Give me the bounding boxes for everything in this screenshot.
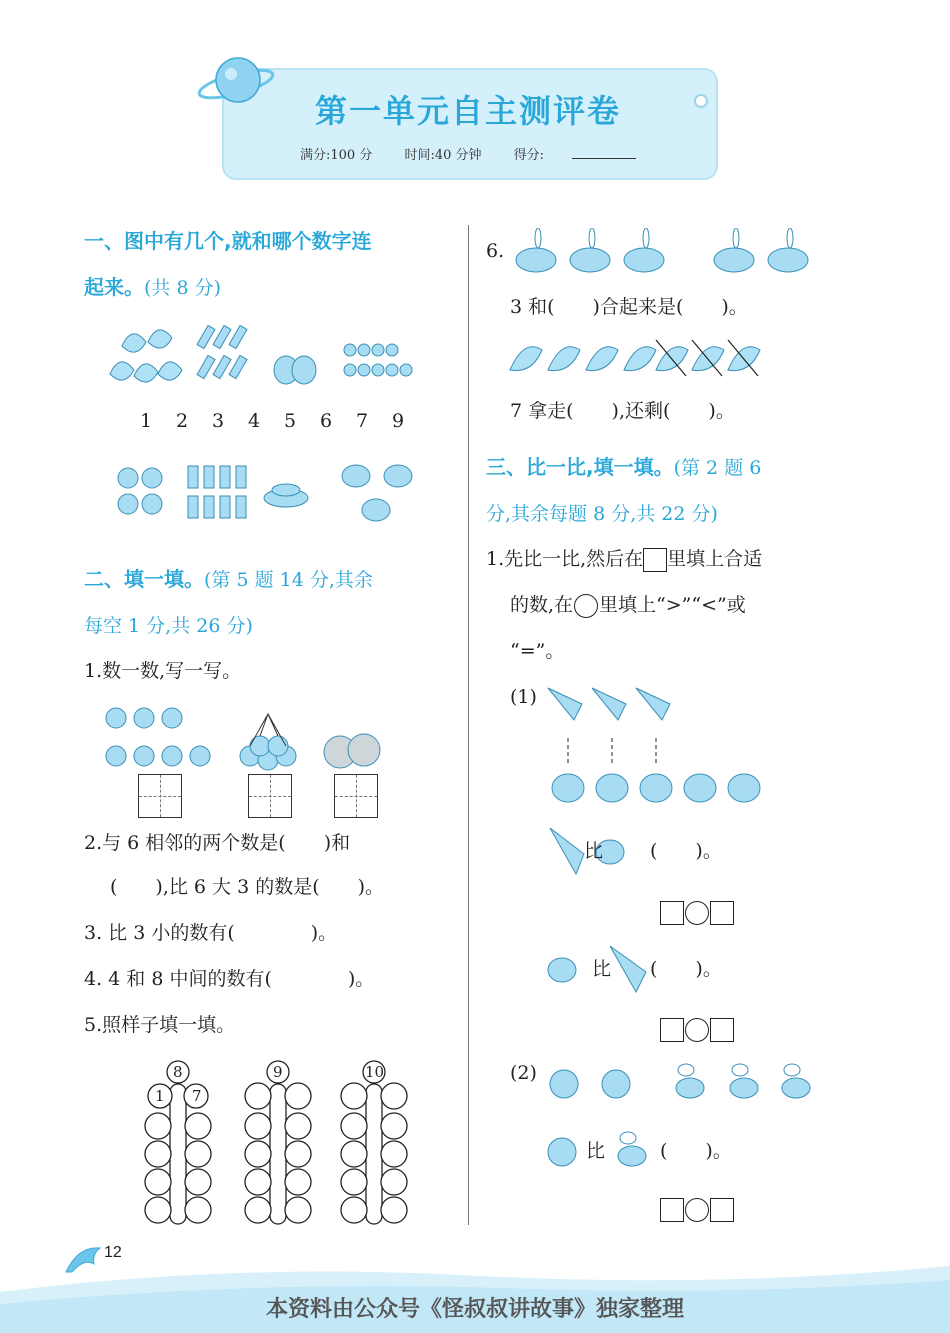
birds-icon bbox=[550, 1070, 630, 1098]
compare-blank-2[interactable]: ( )。 bbox=[660, 1140, 732, 1162]
question-2-2a: 2.与 6 相邻的两个数是( )和 bbox=[84, 832, 351, 854]
compare-label-1a: 比 bbox=[584, 840, 604, 862]
compare-boxes-1b[interactable] bbox=[660, 1014, 734, 1042]
question-6-label: 6. bbox=[486, 240, 505, 262]
compare-boxes-2[interactable] bbox=[660, 1194, 734, 1222]
question-2-5: 5.照样子填一填。 bbox=[84, 1014, 236, 1036]
compare-blank-1a[interactable]: ( )。 bbox=[650, 840, 722, 862]
full-score: 满分:100 分 bbox=[300, 148, 373, 163]
square-symbol bbox=[643, 548, 667, 572]
leaves-icon bbox=[110, 330, 182, 382]
question-3-1c: “=”。 bbox=[510, 640, 565, 662]
swallows-icon bbox=[548, 688, 670, 720]
compare-blank-1b[interactable]: ( )。 bbox=[650, 958, 722, 980]
column-divider bbox=[468, 225, 469, 1225]
footer-source: 本资料由公众号《怪叔叔讲故事》独家整理 bbox=[265, 1297, 684, 1322]
split-top-10: 10 bbox=[365, 1063, 385, 1081]
section1-heading-cont: 起来。(共 8 分) bbox=[84, 275, 221, 299]
cake-icon bbox=[264, 484, 308, 507]
answer-box-oranges[interactable] bbox=[334, 774, 378, 818]
compare-boxes-1a[interactable] bbox=[660, 897, 734, 925]
section3-heading-cont: 分,其余每题 8 分,共 22 分) bbox=[486, 503, 718, 525]
question-2-4: 4. 4 和 8 中间的数有( )。 bbox=[84, 968, 375, 990]
question-2-2b: ( ),比 6 大 3 的数是( )。 bbox=[110, 876, 385, 898]
question-6-line2: 7 拿走( ),还剩( )。 bbox=[510, 400, 735, 422]
section2-heading: 二、填一填。(第 5 题 14 分,其余 bbox=[84, 567, 373, 591]
digit[interactable]: 3 bbox=[212, 410, 225, 432]
digit[interactable]: 2 bbox=[176, 410, 189, 432]
section1-heading: 一、图中有几个,就和哪个数字连 bbox=[84, 229, 372, 253]
strawberries-small-icon bbox=[344, 344, 412, 376]
digit[interactable]: 6 bbox=[320, 410, 333, 432]
candies-icon bbox=[188, 466, 246, 518]
answer-box-strawberries[interactable] bbox=[138, 774, 182, 818]
section1-picture-row-top bbox=[108, 318, 428, 390]
answer-box-cherries[interactable] bbox=[248, 774, 292, 818]
page-title: 第一单元自主测评卷 bbox=[314, 92, 621, 130]
oranges-icon bbox=[324, 734, 380, 768]
digit[interactable]: 5 bbox=[284, 410, 297, 432]
pencils-icon bbox=[197, 325, 247, 378]
cherries-icon bbox=[240, 714, 296, 770]
birds-icon bbox=[552, 774, 760, 802]
birds-vs-bees-picture bbox=[544, 1058, 824, 1110]
question-6-line1: 3 和( )合起来是( )。 bbox=[510, 296, 748, 318]
count-pictures bbox=[100, 700, 400, 774]
digit[interactable]: 7 bbox=[356, 410, 369, 432]
split-top-8: 8 bbox=[173, 1063, 183, 1081]
split-part-7: 7 bbox=[192, 1087, 202, 1105]
digit[interactable]: 1 bbox=[140, 410, 153, 432]
leaves-row-icon bbox=[506, 336, 768, 380]
score-blank[interactable] bbox=[572, 158, 636, 159]
part-1-label: (1) bbox=[510, 686, 537, 708]
digit[interactable]: 9 bbox=[392, 410, 405, 432]
circle-symbol bbox=[574, 594, 598, 618]
section2-heading-cont: 每空 1 分,共 26 分) bbox=[84, 615, 253, 637]
compare-label-1b: 比 bbox=[592, 958, 612, 980]
part-2-label: (2) bbox=[510, 1062, 537, 1084]
bees-icon bbox=[676, 1064, 810, 1098]
question-2-3: 3. 比 3 小的数有( )。 bbox=[84, 922, 338, 944]
peppers-icon bbox=[274, 356, 316, 384]
split-part-1: 1 bbox=[155, 1087, 165, 1105]
split-top-9: 9 bbox=[273, 1063, 283, 1081]
strawberries-icon bbox=[106, 708, 210, 766]
exam-meta bbox=[300, 144, 636, 163]
question-2-1: 1.数一数,写一写。 bbox=[84, 660, 242, 682]
persimmons-icon bbox=[118, 468, 162, 514]
chicks-icon bbox=[342, 465, 412, 521]
page-number: 12 bbox=[104, 1244, 122, 1261]
split-tree-labels bbox=[136, 1056, 426, 1116]
score-label: 得分: bbox=[513, 148, 545, 163]
question-3-1b: 的数,在 里填上“>”“<”或 bbox=[510, 594, 746, 616]
section3-heading: 三、比一比,填一填。(第 2 题 6 bbox=[486, 455, 762, 479]
rabbits-icon bbox=[508, 228, 820, 278]
swallows-vs-birds-picture bbox=[544, 680, 774, 810]
compare-label-2: 比 bbox=[586, 1140, 606, 1162]
digit[interactable]: 4 bbox=[248, 410, 261, 432]
question-3-1a: 1.先比一比,然后在 里填上合适 bbox=[486, 548, 763, 570]
section1-picture-row-bottom bbox=[108, 456, 428, 532]
time-limit: 时间:40 分钟 bbox=[404, 148, 482, 163]
